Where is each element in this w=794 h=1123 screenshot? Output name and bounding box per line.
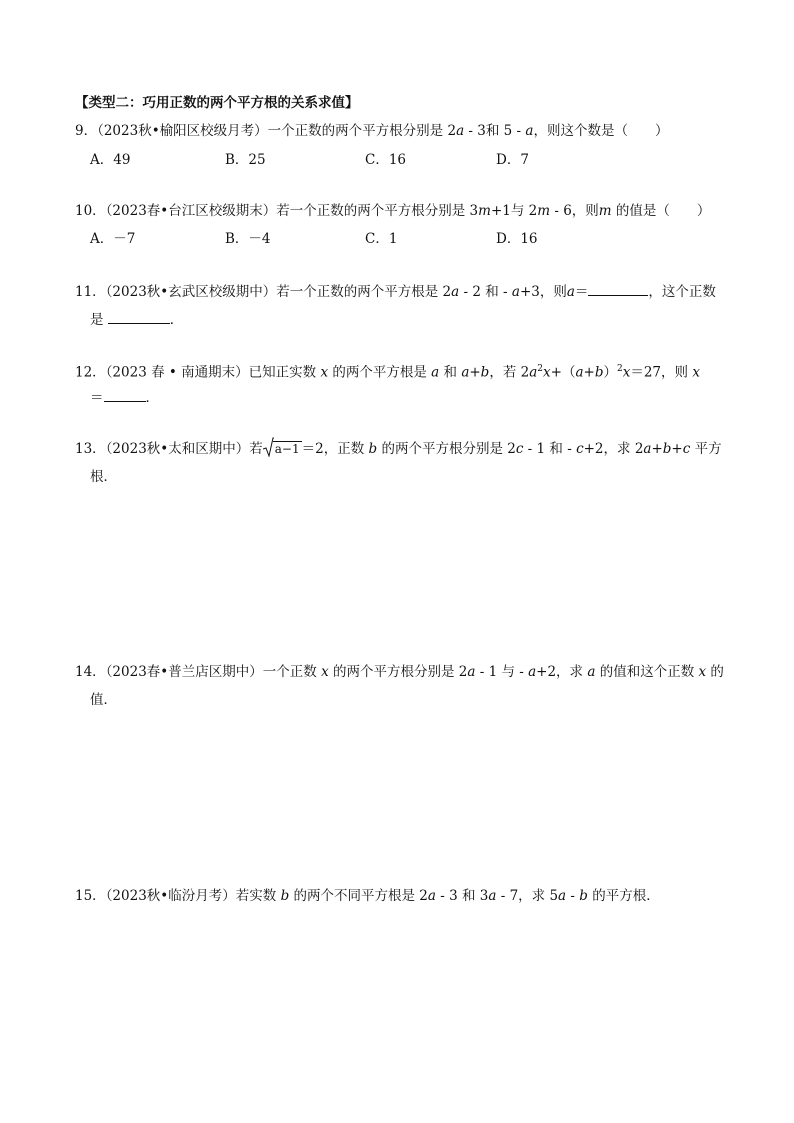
option-b: B．－4 bbox=[225, 231, 271, 247]
question-source: （2023秋•榆阳区校级月考） bbox=[97, 123, 268, 139]
question-10: 10．（2023春•台江区校级期末）若一个正数的两个平方根分别是 3m+1与 2m - 6，则m 的值是（ ） bbox=[75, 203, 711, 219]
option-d: D．7 bbox=[496, 152, 529, 168]
question-12-continued: ＝ ． bbox=[90, 387, 159, 408]
question-number: 13． bbox=[75, 441, 106, 457]
question-15: 15．（2023秋•临汾月考）若实数 b 的两个不同平方根是 2a - 3 和 3a - 7，求 5a - b 的平方根． bbox=[75, 888, 660, 904]
question-number: 11． bbox=[75, 284, 106, 300]
question-14: 14．（2023春•普兰店区期中）一个正数 x 的两个平方根分别是 2a - 1 与 - a+2，求 a 的值和这个正数 x 的 bbox=[75, 664, 724, 680]
question-number: 10． bbox=[75, 203, 106, 219]
option-a: A．－7 bbox=[90, 231, 136, 247]
answer-blank[interactable] bbox=[104, 387, 146, 402]
answer-blank[interactable] bbox=[588, 281, 648, 296]
option-c: C．1 bbox=[365, 231, 398, 247]
question-number: 9． bbox=[75, 123, 98, 139]
option-b: B．25 bbox=[225, 152, 266, 168]
option-d: D．16 bbox=[496, 231, 538, 247]
question-source: （2023春•台江区校级期末） bbox=[105, 203, 277, 219]
question-9: 9．（2023秋•榆阳区校级月考）一个正数的两个平方根分别是 2a - 3和 5 - a，则这个数是（ ） bbox=[75, 123, 669, 139]
answer-blank[interactable] bbox=[108, 309, 170, 324]
section-title: 【类型二：巧用正数的两个平方根的关系求值】 bbox=[75, 95, 359, 111]
question-12: 12．（2023 春 • 南通期末）已知正实数 x 的两个平方根是 a 和 a+b，若 $2a^2x+(a+b)^2x=27$，则 x bbox=[75, 364, 700, 381]
question-source: （2023 春 • 南通期末） bbox=[105, 364, 249, 381]
question-13-continued: 根． bbox=[90, 469, 117, 485]
sqrt-expression: a−1 bbox=[263, 439, 302, 459]
question-source: （2023秋•玄武区校级期中） bbox=[105, 284, 277, 300]
question-source: （2023秋•太和区期中） bbox=[105, 441, 250, 457]
question-13: 13．（2023秋•太和区期中）若 a−1 ＝2，正数 b 的两个平方根分别是 2c - 1 和 - c+2，求 2a+b+c 平方 bbox=[75, 439, 722, 459]
question-14-continued: 值． bbox=[90, 692, 117, 708]
question-source: （2023秋•临汾月考） bbox=[105, 888, 236, 904]
option-c: C．16 bbox=[365, 152, 407, 168]
question-number: 12． bbox=[75, 364, 106, 381]
question-number: 14． bbox=[75, 664, 106, 680]
question-source: （2023春•普兰店区期中） bbox=[105, 664, 263, 680]
question-11: 11．（2023秋•玄武区校级期中）若一个正数的两个平方根是 2a - 2 和 - a+3，则a＝ ，这个正数 bbox=[75, 281, 716, 302]
question-number: 15． bbox=[75, 888, 106, 904]
question-11-continued: 是 ． bbox=[90, 309, 183, 330]
option-a: A．49 bbox=[90, 152, 131, 168]
radical-sign-icon bbox=[263, 437, 274, 457]
